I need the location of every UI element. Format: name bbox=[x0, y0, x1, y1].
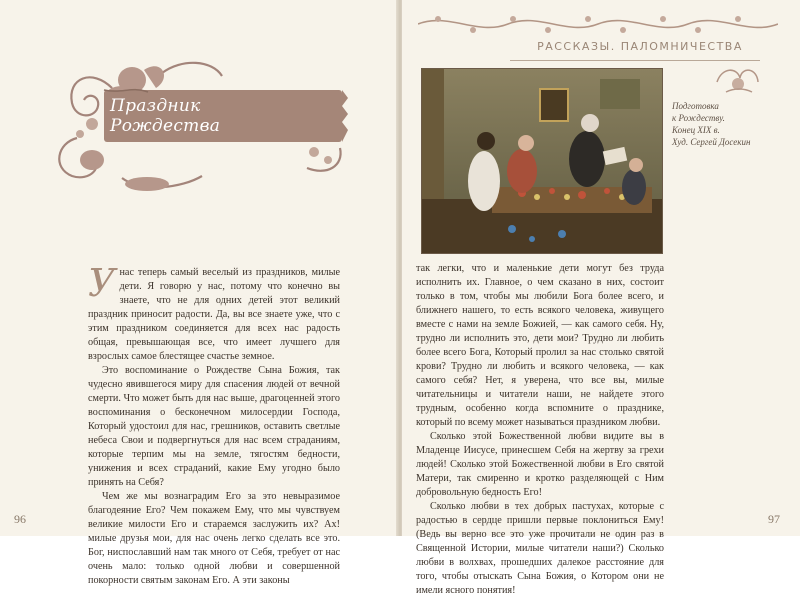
paragraph: Сколько этой Божественной любви видите вы в Младенце Иисусе, принесшем Себя на жертву за грехи людей! Сколько этой Божественной любви в Его святой Матери, так смиренно и кротко разделяющей с Ним добровольную бедность Его! bbox=[416, 431, 664, 498]
paragraph: так легки, что и маленькие дети могут без труда исполнить их. Главное, о чем сказано в них, состоит только в том, чтобы мы любили Бога более всего, и ближнего нашего, то есть всякого человека, живущего вместе с нами на земле Божией, — как самого себя. Ну, трудно ли исполнить это, дети мои? Трудно ли любить более всего Бога, Который пролил за нас столько святой крови? Трудно ли любить и всякого человека, — как самого себя? Нет, я уверена, что все вы, милые читательницы и читатели наши, не найдете этого трудным, особенно когда вспомните о празднике, который по всему может называться праздником любви. bbox=[416, 263, 664, 428]
caption-line: Худ. Сергей Досекин bbox=[672, 137, 751, 147]
left-body-text bbox=[88, 261, 340, 588]
paragraph: Чем же мы вознаградим Его за это невыразимое благодеяние Его? Чем покажем Ему, что мы чувствуем великие милости Его и стараемся заслужить их? Ах! милые друзья мои, для нас очень легко сделать все это. Бог, ниспославший нам так много от Себя, требует от нас очень мало: только одной любви и совершенной покорности святым законам Его. А эти законы bbox=[88, 491, 340, 586]
drop-cap: У bbox=[88, 261, 116, 305]
page-number: 97 bbox=[768, 512, 780, 526]
paragraph-text: нас теперь самый веселый из праздников, милые дети. Я говорю у нас, потому что конечно вы знаете, что не для одних детей этот великий праздник приносит радости. Да, вы все знаете уже, что с этим праздником соединяется для всех нас радость общая, превышающая все, что имеет лучшего для взрослых самое блестящее счастье земное. bbox=[88, 267, 340, 362]
paragraph bbox=[88, 261, 340, 364]
left-page bbox=[0, 0, 398, 586]
page-number: 96 bbox=[14, 512, 26, 526]
right-body-text bbox=[416, 262, 664, 598]
painting-image bbox=[422, 69, 662, 253]
paragraph: Это воспоминание о Рождестве Сына Божия, так чудесно явившегося миру для спасения людей от вечной смерти. Что может быть для нас выше, драгоценней этого воспоминания о бесконечном милосердии Господа, Который удостоил для нас, грешников, оставить светлые небеса Свои и подвергнуться для нас всем страданиям, которые терпим мы на земле, тягостям бедности, унижения и всех страданий, какие Ему угодно было принять на Себя? bbox=[88, 365, 340, 488]
paragraph: Сколько любви в тех добрых пастухах, которые с радостью в сердце пришли первые поклониться Ему! (Ведь вы верно все это уже прочитали не один раз в Священной Истории, милые читатели наши?) Сколько любви в волхвах, прошедших далекое расстояние для того, чтобы отыскать Сына Божия, о Котором они не имели ясного понятия! bbox=[416, 501, 664, 596]
painting-caption bbox=[672, 100, 770, 148]
painting-illustration bbox=[421, 68, 663, 254]
caption-line: к Рождеству. bbox=[672, 113, 725, 123]
angel-vignette-icon bbox=[712, 62, 762, 96]
page-title: Праздник Рождества bbox=[110, 96, 221, 136]
caption-line: Подготовка bbox=[672, 101, 719, 111]
running-head: РАССКАЗЫ. ПАЛОМНИЧЕСТВА bbox=[537, 40, 743, 53]
title-cartouche bbox=[52, 48, 352, 198]
header-rule bbox=[510, 60, 760, 61]
flower-band-ornament bbox=[418, 10, 778, 38]
caption-line: Конец XIX в. bbox=[672, 125, 720, 135]
